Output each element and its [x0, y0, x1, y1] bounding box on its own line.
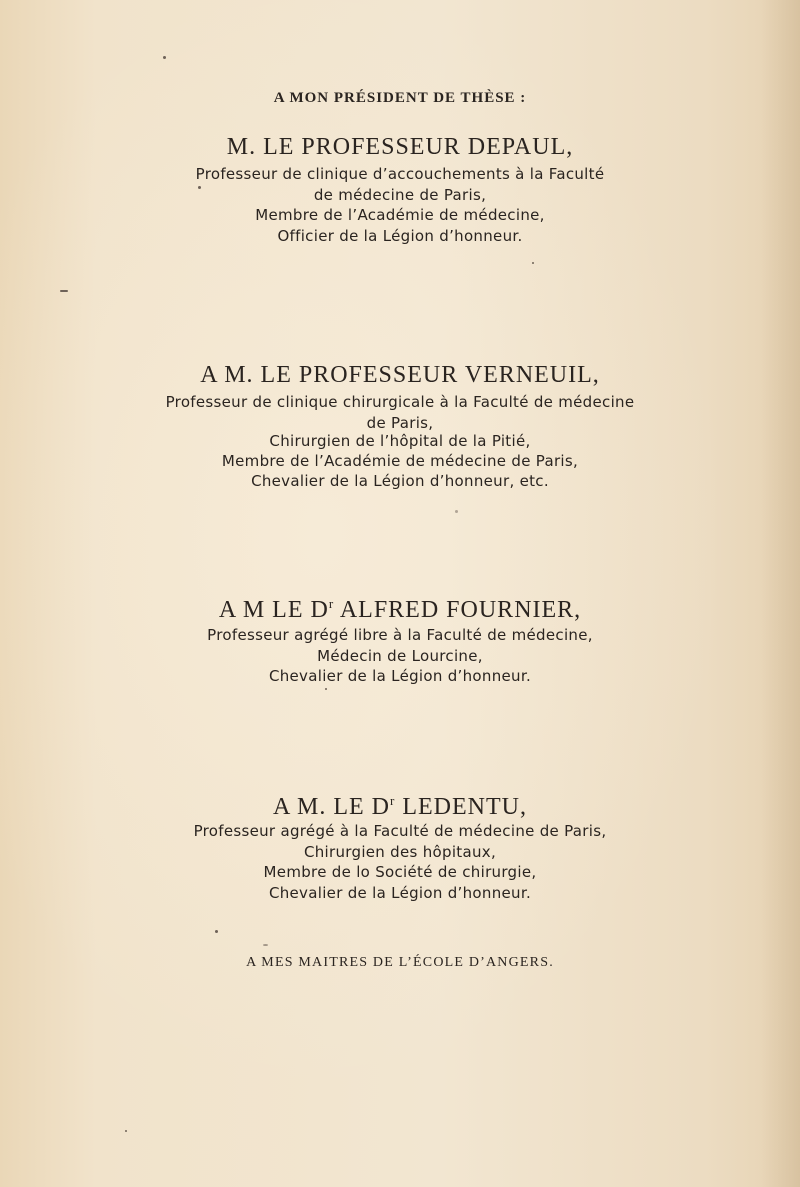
depaul-name: M. LE PROFESSEUR DEPAUL, [226, 134, 574, 160]
verneuil-name: A M. LE PROFESSEUR VERNEUIL, [200, 362, 600, 388]
fournier-name-prefix: A M LE D [218, 597, 329, 623]
paper-speck [215, 930, 218, 933]
verneuil-line-3: Chirurgien de l’hôpital de la Pitié, [269, 432, 531, 450]
paper-speck [263, 944, 268, 946]
verneuil-line-1: Professeur de clinique chirurgicale à la Faculté de médecine [165, 393, 635, 411]
verneuil-line-2: de Paris, [366, 414, 434, 432]
fournier-name-sup: r [328, 596, 335, 611]
paper-speck [455, 510, 458, 513]
angers-dedication: A MES MAITRES DE L’ÉCOLE D’ANGERS. [246, 955, 554, 970]
depaul-line-4: Officier de la Légion d’honneur. [277, 227, 523, 245]
fournier-name [0, 596, 800, 624]
ledentu-line-3: Membre de lo Société de chirurgie, [263, 863, 537, 881]
paper-speck [163, 56, 166, 59]
ledentu-line-4: Chevalier de la Légion d’honneur. [268, 884, 532, 902]
fournier-line-3: Chevalier de la Légion d’honneur. [268, 667, 532, 685]
paper-speck [325, 688, 327, 690]
ledentu-line-2: Chirurgien des hôpitaux, [303, 843, 497, 861]
paper-speck [532, 262, 534, 264]
fournier-name-suffix: ALFRED FOURNIER, [334, 597, 582, 623]
ledentu-name [0, 793, 800, 821]
verneuil-line-5: Chevalier de la Légion d’honneur, etc. [251, 472, 549, 490]
president-intro: A MON PRÉSIDENT DE THÈSE : [273, 90, 527, 106]
paper-speck [125, 1130, 127, 1132]
paper-speck [60, 290, 68, 292]
ledentu-line-1: Professeur agrégé à la Faculté de médecine de Paris, [193, 822, 607, 840]
ledentu-name-suffix: LEDENTU, [395, 794, 527, 820]
depaul-line-3: Membre de l’Académie de médecine, [255, 206, 545, 224]
depaul-line-2: de médecine de Paris, [313, 186, 487, 204]
depaul-line-1: Professeur de clinique d’accouchements à la Faculté [195, 165, 605, 183]
fournier-line-1: Professeur agrégé libre à la Faculté de médecine, [207, 626, 593, 644]
paper-speck [198, 186, 201, 189]
ledentu-name-prefix: A M. LE D [273, 794, 390, 820]
verneuil-line-4: Membre de l’Académie de médecine de Paris, [221, 452, 579, 470]
fournier-line-2: Médecin de Lourcine, [317, 647, 483, 665]
ledentu-name-sup: r [390, 793, 396, 808]
